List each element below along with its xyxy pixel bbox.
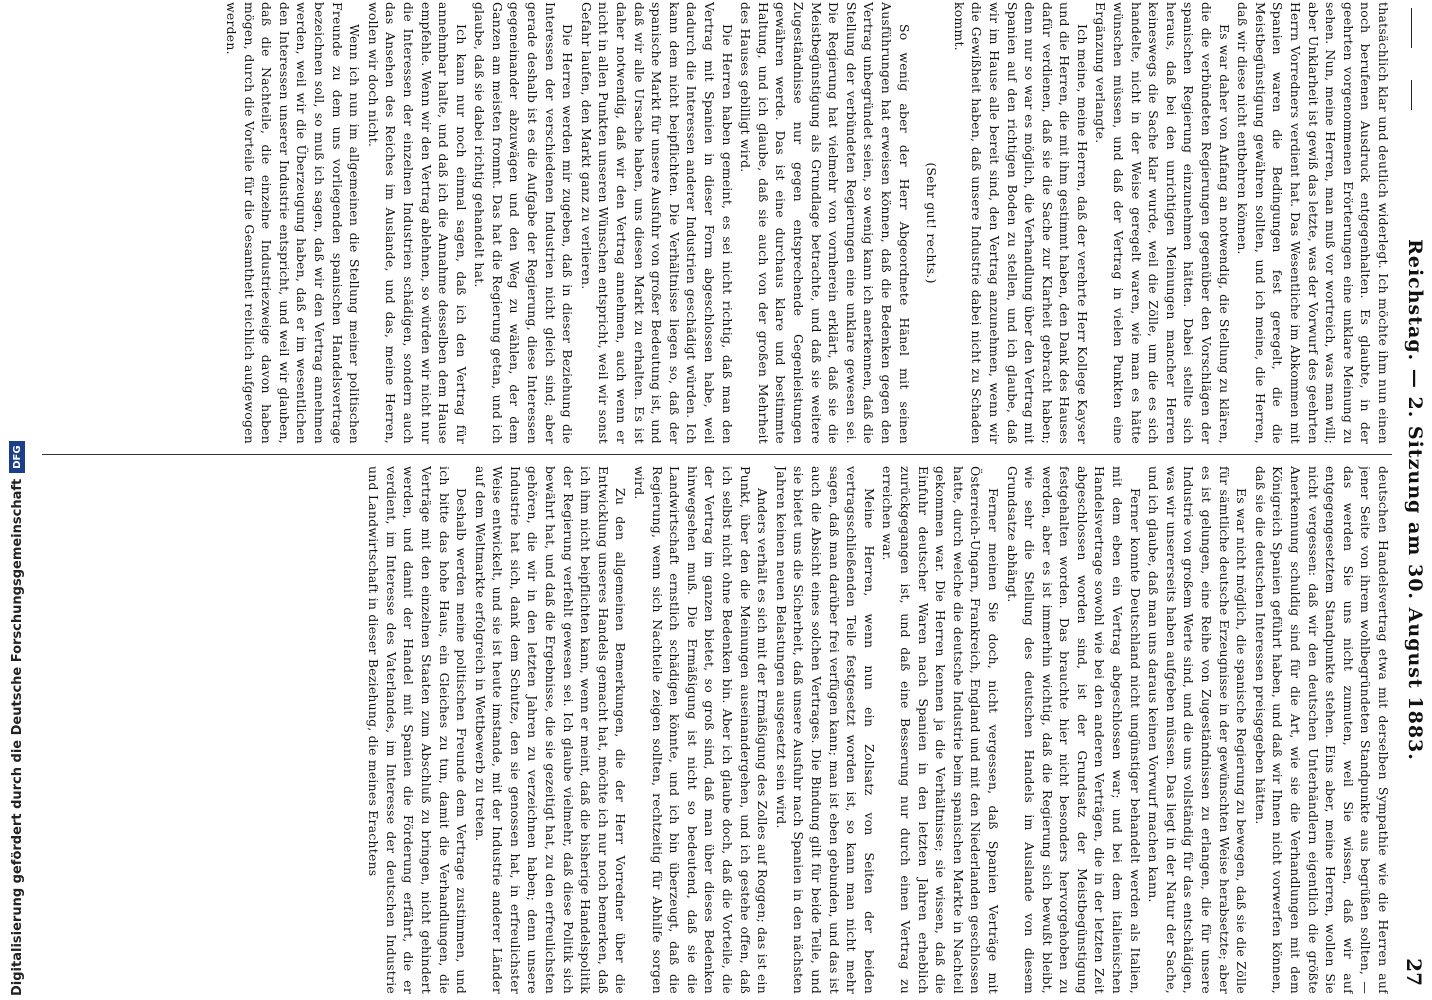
paragraph: Es war daher von Anfang an notwendig, die Stellung zu klären, die die verbündeten Regierungen gegenüber den Vorschlägen der spanischen Regierung einzunehmen hätten. Dabei stellte sich heraus, daß bei den unrichtigen Meinungen mancher Herren keineswegs die Sache klar wurde, weil die Zölle, um die es sich handelte, nicht in der Weise geregelt waren, wie man es hätte wünschen müssen, und daß der Vertrag in vielen Punkten eine Ergänzung verlangte. (1093, 2, 1232, 444)
paragraph: So wenig aber der Herr Abgeordnete Hänel mit seinen Ausführungen hat erweisen können, daß die Bedenken gegen den Vertrag unbegründet seien, so wenig kann ich anerkennen, daß die Stellung der verbündeten Regierungen eine unklare gewesen sei. Die Regierung hat vielmehr von vornherein erklärt, daß sie die Meistbegünstigung als Grundlage betrachte, und daß sie weitere Zugeständnisse nur gegen entsprechende Gegenleistungen gewähren werde. Das ist eine durchaus klare und bestimmte Haltung, und ich glaube, daß sie auch von der großen Mehrheit des Hauses gebilligt wird. (738, 2, 912, 444)
left-column (40, 2, 1392, 444)
paragraph: deutschen Handelsvertrag etwa mit derselben Sympathie wie die Herren auf jener Seite von ihrem wohlbegründeten Standpunkte aus begrüßen sollten, — das werden Sie uns nicht zumuten, weil Sie wissen, daß wir auf entgegengesetztem Standpunkte stehen. Eins aber, meine Herren, wollen Sie nicht vergessen: daß wir den deutschen Unterhändlern eigentlich die größte Anerkennung schuldig sind für die Art, wie sie die Verhandlungen mit dem Königreich Spanien geführt haben, und daß wir Ihnen nicht vorwerfen können, daß sie die deutschen Interessen preisgegeben hätten. (1252, 466, 1391, 994)
paragraph: Ferner meinen Sie doch, nicht vergessen, daß Spanien Verträge mit Österreich-Ungarn, Frankreich, England und mit den Niederlanden geschlossen hatte, durch welche die deutsche Industrie beim spanischen Markte in Nachteil gekommen war. Die Herren kennen ja die Verhältnisse; sie wissen, daß die Einfuhr deutscher Waren nach Spanien in den letzten Jahren erheblich zurückgegangen ist, und daß eine Besserung nur durch einen Vertrag zu erreichen war. (880, 466, 1001, 994)
dfg-logo: DFG (9, 441, 25, 472)
paragraph: Ferner konnte Deutschland nicht ungünstiger behandelt werden als Italien, mit dem eben ein Vertrag abgeschlossen war; und bei dem italienischen Handelsvertrage sowohl wie bei den anderen Verträgen, die in der letzten Zeit abgeschlossen worden sind, ist der Grundsatz der Meistbegünstigung festgehalten worden. Das brauchte hier nicht besonders hervorgehoben zu werden, aber es ist immerhin wichtig, daß die Regierung sich bewußt bleibt, wie sehr die Stellung des deutschen Handels im Auslande von diesem Grundsatze abhängt. (1004, 466, 1143, 994)
scanned-page (35, 0, 1432, 1000)
credit-text: Digitalisierung gefördert durch die Deutsche Forschungsgemeinschaft (9, 478, 25, 996)
paragraph: Deshalb werden meine politischen Freunde dem Vertrage zustimmen, und ich bitte das hohe Haus, ein Gleiches zu tun, damit die Verhandlungen, die Verträge mit den einzelnen Staaten zum Abschluß zu bringen, nicht gehindert werden, und damit der Handel mit Spanien die Förderung erfährt, die er verdient, im Interesse des Vaterlandes, im Interesse der deutschen Industrie und Landwirtschaft in dieser Beziehung, die meines Erachtens (366, 466, 470, 994)
paragraph: Wenn ich nun im allgemeinen die Stellung meiner politischen Freunde zu dem uns vorliegenden spanischen Handelsvertrage bezeichnen soll, so muß ich sagen, daß wir den Vertrag annehmen werden, weil wir die Überzeugung haben, daß er im wesentlichen den Interessen unserer Industrie entspricht, und weil wir glauben, daß die Nachteile, die einzelne Industriezweige davon haben mögen, durch die Vorteile für die Gesamtheit reichlich aufgewogen werden. (224, 2, 363, 444)
running-head (1392, 0, 1426, 1000)
page-number: 27 (1402, 958, 1426, 986)
digitization-credit (6, 0, 28, 996)
paragraph: Meine Herren, wenn nun ein Zollsatz von Seiten der beiden vertragsschließenden Teile festgesetzt worden ist, so kann man nicht mehr sagen, daß man darüber frei verfügen kann; man ist eben gebunden, und das ist auch die Absicht eines solchen Vertrages. Die Bindung gilt für beide Teile, und sie bietet uns die Sicherheit, daß unsere Ausfuhr nach Spanien in den nächsten Jahren keinen neuen Belastungen ausgesetzt sein wird. (773, 466, 877, 994)
interjection: (Sehr gut! rechts.) (924, 162, 940, 284)
paragraph: Es war nicht möglich, die spanische Regierung zu bewegen, daß sie die Zölle für sämtliche deutsche Erzeugnisse in der gewünschten Weise herabsetzte; aber es ist gelungen, eine Reihe von Zugeständnissen zu erlangen, die für unsere Industrie von großem Werte sind, und die uns vollständig für das entschädigen, was wir unsererseits haben aufgeben müssen. Das liegt in der Natur der Sache, und ich glaube, daß man uns daraus keinen Vorwurf machen kann. (1146, 466, 1250, 994)
right-column (40, 466, 1392, 994)
paragraph: Ich meine, meine Herren, daß der verehrte Herr Kollege Kayser und die Herren, die mit ihm gestimmt haben, den Dank des Hauses dafür verdienen, daß sie die Sache zur Klarheit gebracht haben; denn nur so war es möglich, die Verhandlung über den Vertrag mit Spanien auf den richtigen Boden zu stellen, und ich glaube, daß wir im Hause alle bereit sind, den Vertrag anzunehmen, wenn wir die Gewißheit haben, daß unsere Industrie dabei nicht zu Schaden kommt. (951, 2, 1090, 444)
column-divider (42, 454, 1392, 455)
paragraph: Anders verhält es sich mit der Ermäßigung des Zolles auf Roggen; das ist ein Punkt, über den die Meinungen auseinandergehen, und ich gestehe offen, daß ich selbst nicht ohne Bedenken bin. Aber ich glaube doch, daß die Vorteile, die der Vertrag im ganzen bietet, so groß sind, daß man über dieses Bedenken hinwegsehen muß. Die Ermäßigung ist nicht so bedeutend, daß sie die Landwirtschaft ernstlich schädigen könnte, und ich bin überzeugt, daß die Regierung, wenn sich Nachteile zeigen sollten, rechtzeitig für Abhilfe sorgen wird. (632, 466, 771, 994)
paragraph: Die Herren werden mir zugeben, daß in dieser Beziehung die Interessen der verschiedenen Industrien nicht gleich sind; aber gerade deshalb ist es die Aufgabe der Regierung, diese Interessen gegeneinander abzuwägen und den Weg zu wählen, der dem Ganzen am meisten frommt. Das hat die Regierung getan, und ich glaube, daß sie dabei richtig gehandelt hat. (472, 2, 576, 444)
paragraph: Zu den allgemeinen Bemerkungen, die der Herr Vorredner über die Entwicklung unseres Handels gemacht hat, möchte ich nur noch bemerken, daß ich ihm nicht beipflichten kann, wenn er meint, daß die bisherige Handelspolitik der Regierung verfehlt gewesen sei. Ich glaube vielmehr, daß diese Politik sich bewährt hat, und daß die Ergebnisse, die sie gezeitigt hat, zu den erfreulichsten gehören, die wir in den letzten Jahren zu verzeichnen haben; denn unsere Industrie hat sich, dank dem Schutze, den sie genossen hat, in erfreulichster Weise entwickelt, und sie ist heute imstande, mit der Industrie anderer Länder auf dem Weltmarkte erfolgreich in Wettbewerb zu treten. (472, 466, 629, 994)
paragraph: Ich kann nur noch einmal sagen, daß ich den Vertrag für annehmbar halte, und daß ich die Annahme desselben dem Hause empfehle. Wenn wir den Vertrag ablehnen, so würden wir nicht nur die Interessen der einzelnen Industrien schädigen, sondern auch das Ansehen des Reiches im Auslande, und das, meine Herren, wollen wir doch nicht. (365, 2, 469, 444)
paragraph: Die Herren haben gemeint, es sei nicht richtig, daß man den Vertrag mit Spanien in dieser Form abgeschlossen habe, weil dadurch die Interessen anderer Industrien geschädigt würden. Ich kann dem nicht beipflichten. Die Verhältnisse liegen so, daß der spanische Markt für unsere Ausfuhr von großer Bedeutung ist, und daß wir alle Ursache haben, uns diesen Markt zu erhalten. Es ist daher notwendig, daß wir den Vertrag annehmen, auch wenn er nicht in allen Punkten unseren Wünschen entspricht, weil wir sonst Gefahr laufen, den Markt ganz zu verlieren. (578, 2, 735, 444)
paragraph: thatsächlich klar und deutlich widerlegt. Ich möchte ihm nun einen noch berufenen Ausdruck entgegenhalten. Es glaubte, in der geehrten vorgenommenen Erörterungen eine unklare Meinung zu sehen. Nun, meine Herren, man muß vor wortreich, was man will; aber Unklarheit ist gewiß das letzte, was der Vorwurf des geehrten Herrn Vorredners verdient hat. Das Wesentliche im Abkommen mit Spanien waren die Bedingungen fest geregelt, die die Meistbegünstigung gewähren sollten, und ich meine, die Herren, daß wir diese nicht entbehren können. (1235, 2, 1391, 444)
running-title: Reichstag. — 2. Sitzung am 30. August 1883. (1404, 239, 1426, 761)
